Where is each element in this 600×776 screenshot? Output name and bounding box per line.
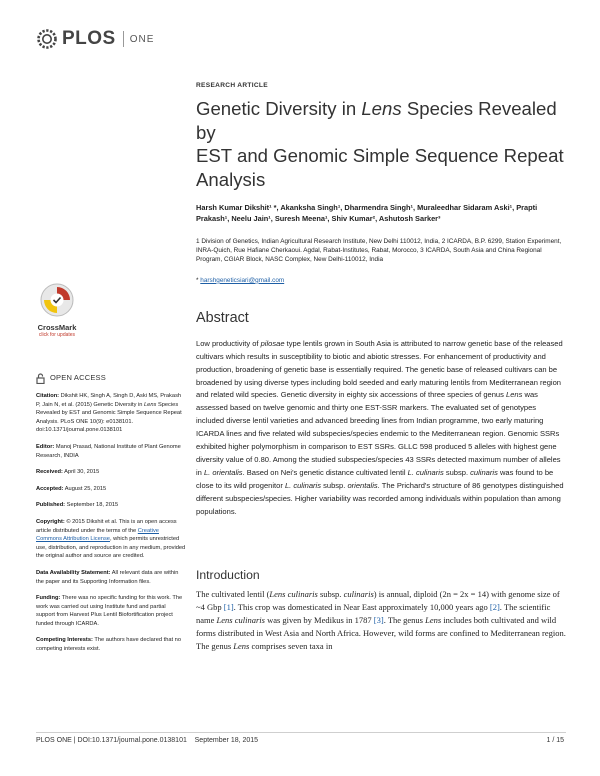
abstract-italic: orientalis [347,480,378,490]
citation-italic: Lens [144,401,157,408]
article-title [196,97,566,191]
corr-star: * [196,276,199,284]
editor [36,443,186,460]
intro-part: . The genus [383,615,426,626]
abstract-part: subsp. [321,480,348,490]
introduction-heading: Introduction [196,568,260,583]
article-sidebar [36,373,186,662]
intro-part: . This crop was domesticated in Near East approximately 10,000 years ago [233,602,490,613]
abstract-part: . The Prichard's structure of 86 genotypes distinguished different subspecies/species. Higher variability was recorded among individuals within population than among populations. [196,480,564,516]
accepted-value: August 25, 2015 [63,485,107,492]
title-line-3: Analysis [196,168,266,190]
article-main [196,82,566,652]
abstract-part: was assessed based on twelve genomic and thirty one EST-SSR markers. The evaluated set of genotypes included diverse lentil varieties and advanced breeding lines from Indian programme, two early maturing ICARDA lines and five related wild subspecies/species endemic to the Mediterranean region. Genomic SSRs exhibited higher polymorphism in comparison to EST SSRs. GLLC 598 produced 5 alleles with highest gene diversity value of 0.80. Among the studied subspecies/species 43 SSRs detected maximum number of alleles in [196,390,561,477]
competing-value: The authors have declared that no competing interests exist. [36,637,182,653]
intro-part: comprises seven taxa in [249,640,333,651]
footer-divider [36,732,566,733]
copyright-text: , which permits unrestricted use, distribution, and reproduction in any medium, provided the original author and source are credited. [36,536,186,560]
corresponding-email[interactable] [196,277,566,284]
crossmark-label: CrossMark [37,323,77,332]
copyright-label: Copyright: [36,518,65,525]
journal-logo[interactable] [36,24,154,54]
data-availability [36,569,186,586]
abstract-italic: pilosae [260,338,285,348]
title-italic: Lens [361,98,402,119]
affiliations: 1 Division of Genetics, Indian Agricultural Research Institute, New Delhi 110012, India, 2 ICARDA, B.P. 6299, Station Experiment, INRA-Quich, Rue Hafiane Cherkaoui. Agdal, Rabat-Institutes, Rabat, Morocco, 3 ICARDA, South Asia and China Regional Program, CGIAR Block, NASC Complex, New Delhi-110012, India [196,237,562,264]
abstract-part: subsp. [443,467,471,477]
copyright-text: © 2015 Dikshit et al. This is an open access article distributed under the terms of the [36,518,177,534]
funding-value: There was no specific funding for this work. The work was carried out using Institute fund and partial support from Harvest Plus Lentil Biofortification project funded through ICARDA. [36,595,183,627]
intro-part: subsp. [317,589,344,600]
intro-italic: Lens culinaris [216,615,265,626]
abstract-italic: culinaris [470,467,498,477]
citation-text: Species Revealed by EST and Genomic Simple Sequence Repeat Analysis. PLoS ONE 10(9): e0138101. doi:10.1371/journal.pone.0138101 [36,401,182,434]
journal-subname: ONE [129,33,155,45]
abstract-italic: Lens [506,390,523,400]
logo-divider [123,31,124,47]
license-link[interactable]: Creative Commons Attribution License [36,527,159,543]
email-link[interactable]: harshgeneticsiari@gmail.com [200,276,285,284]
citation [36,392,186,435]
title-line-2: EST and Genomic Simple Sequence Repeat [196,145,564,167]
abstract-part: type lentils grown in South Asia is attributed to narrow genetic base of the released cultivars which results in susceptibility to biotic and abiotic stresses. For enhancement of productivity and production, broadening of genetic base is essentially required. The genetic base of released cultivars can be broadened by using diverse types including bold seeded and early maturing lentils from Mediterranean region and related wild species. Genetic diversity in eighty six accessions of three species of genus [196,338,563,400]
abstract-italic: L. culinaris [284,480,322,490]
footer-citation: PLOS ONE | DOI:10.1371/journal.pone.0138101 September 18, 2015 [36,737,259,744]
open-access-badge [36,373,186,384]
open-access-label: OPEN ACCESS [50,373,106,383]
received-label: Received: [36,469,63,476]
citation-text: Dikshit HK, Singh A, Singh D, Aski MS, Prakash P, Jain N, et al. (2015) Genetic Diversity in [36,393,182,408]
accepted-label: Accepted: [36,485,64,492]
abstract-italic: L. culinaris [407,467,444,477]
abstract-italic: L. orientalis [203,467,243,477]
data-value: All relevant data are within the paper and its Supporting Information files. [36,569,179,585]
received-value: April 30, 2015 [62,469,100,476]
funding-label: Funding: [36,595,61,602]
received-date [36,468,186,477]
intro-part: includes both cultivated and wild forms distributed in West Asia and North Africa. However, wild forms are confined to Mediterranean region. The genus [196,615,566,651]
intro-part: The cultivated lentil ( [196,589,270,600]
plos-gear-icon [36,28,58,50]
data-label: Data Availability Statement: [36,569,111,576]
accepted-date [36,485,186,494]
published-label: Published: [36,502,66,509]
intro-italic: Lens [233,640,250,651]
editor-label: Editor: [36,443,55,450]
funding [36,594,186,628]
competing-label: Competing Interests: [36,637,93,644]
crossmark-sub: click for updates [38,332,76,338]
competing-interests [36,636,186,653]
crossmark-badge[interactable] [36,283,78,338]
abstract-text [196,338,566,519]
author-list[interactable]: Harsh Kumar Dikshit¹ *, Akanksha Singh¹, Dharmendra Singh¹, Muraleedhar Sidaram Aski¹, Prapti Prakash¹, Neelu Jain¹, Suresh Meena¹, Shiv Kumar², Ashutosh Sarker³ [196,203,538,223]
article-type: RESEARCH ARTICLE [196,82,268,89]
reference-link[interactable]: [2] [489,602,500,613]
abstract-part: was found to be close to its wild progenitor [196,467,554,490]
citation-label: Citation: [36,393,60,399]
introduction-text [196,588,566,652]
copyright [36,518,186,561]
intro-part: . The scientific name [196,602,551,626]
abstract-heading: Abstract [196,309,249,326]
editor-value: Manoj Prasad, National Institute of Plant Genome Research, INDIA [36,443,181,459]
intro-italic: culinaris [343,589,374,600]
page-number: 1 / 15 [546,737,564,744]
published-date [36,501,186,510]
reference-link[interactable]: [1] [223,602,234,613]
abstract-part: . Based on Nei's genetic distance cultivated lentil [242,467,408,477]
published-value: September 18, 2015 [65,502,119,509]
reference-link[interactable]: [3] [373,615,384,626]
crossmark-icon [40,283,74,317]
open-lock-icon [36,373,45,384]
title-part: Species Revealed by [196,98,557,143]
title-part: Genetic Diversity in [196,98,362,119]
intro-italic: Lens culinaris [269,589,318,600]
journal-wordmark: PLOS [62,28,116,49]
abstract-part: Low productivity of [196,338,261,348]
intro-italic: Lens [425,615,442,626]
intro-part: ) is annual, diploid (2n = 2x = 14) with genome size of ~4 Gbp [196,589,560,613]
intro-part: was given by Medikus in 1787 [264,615,374,626]
